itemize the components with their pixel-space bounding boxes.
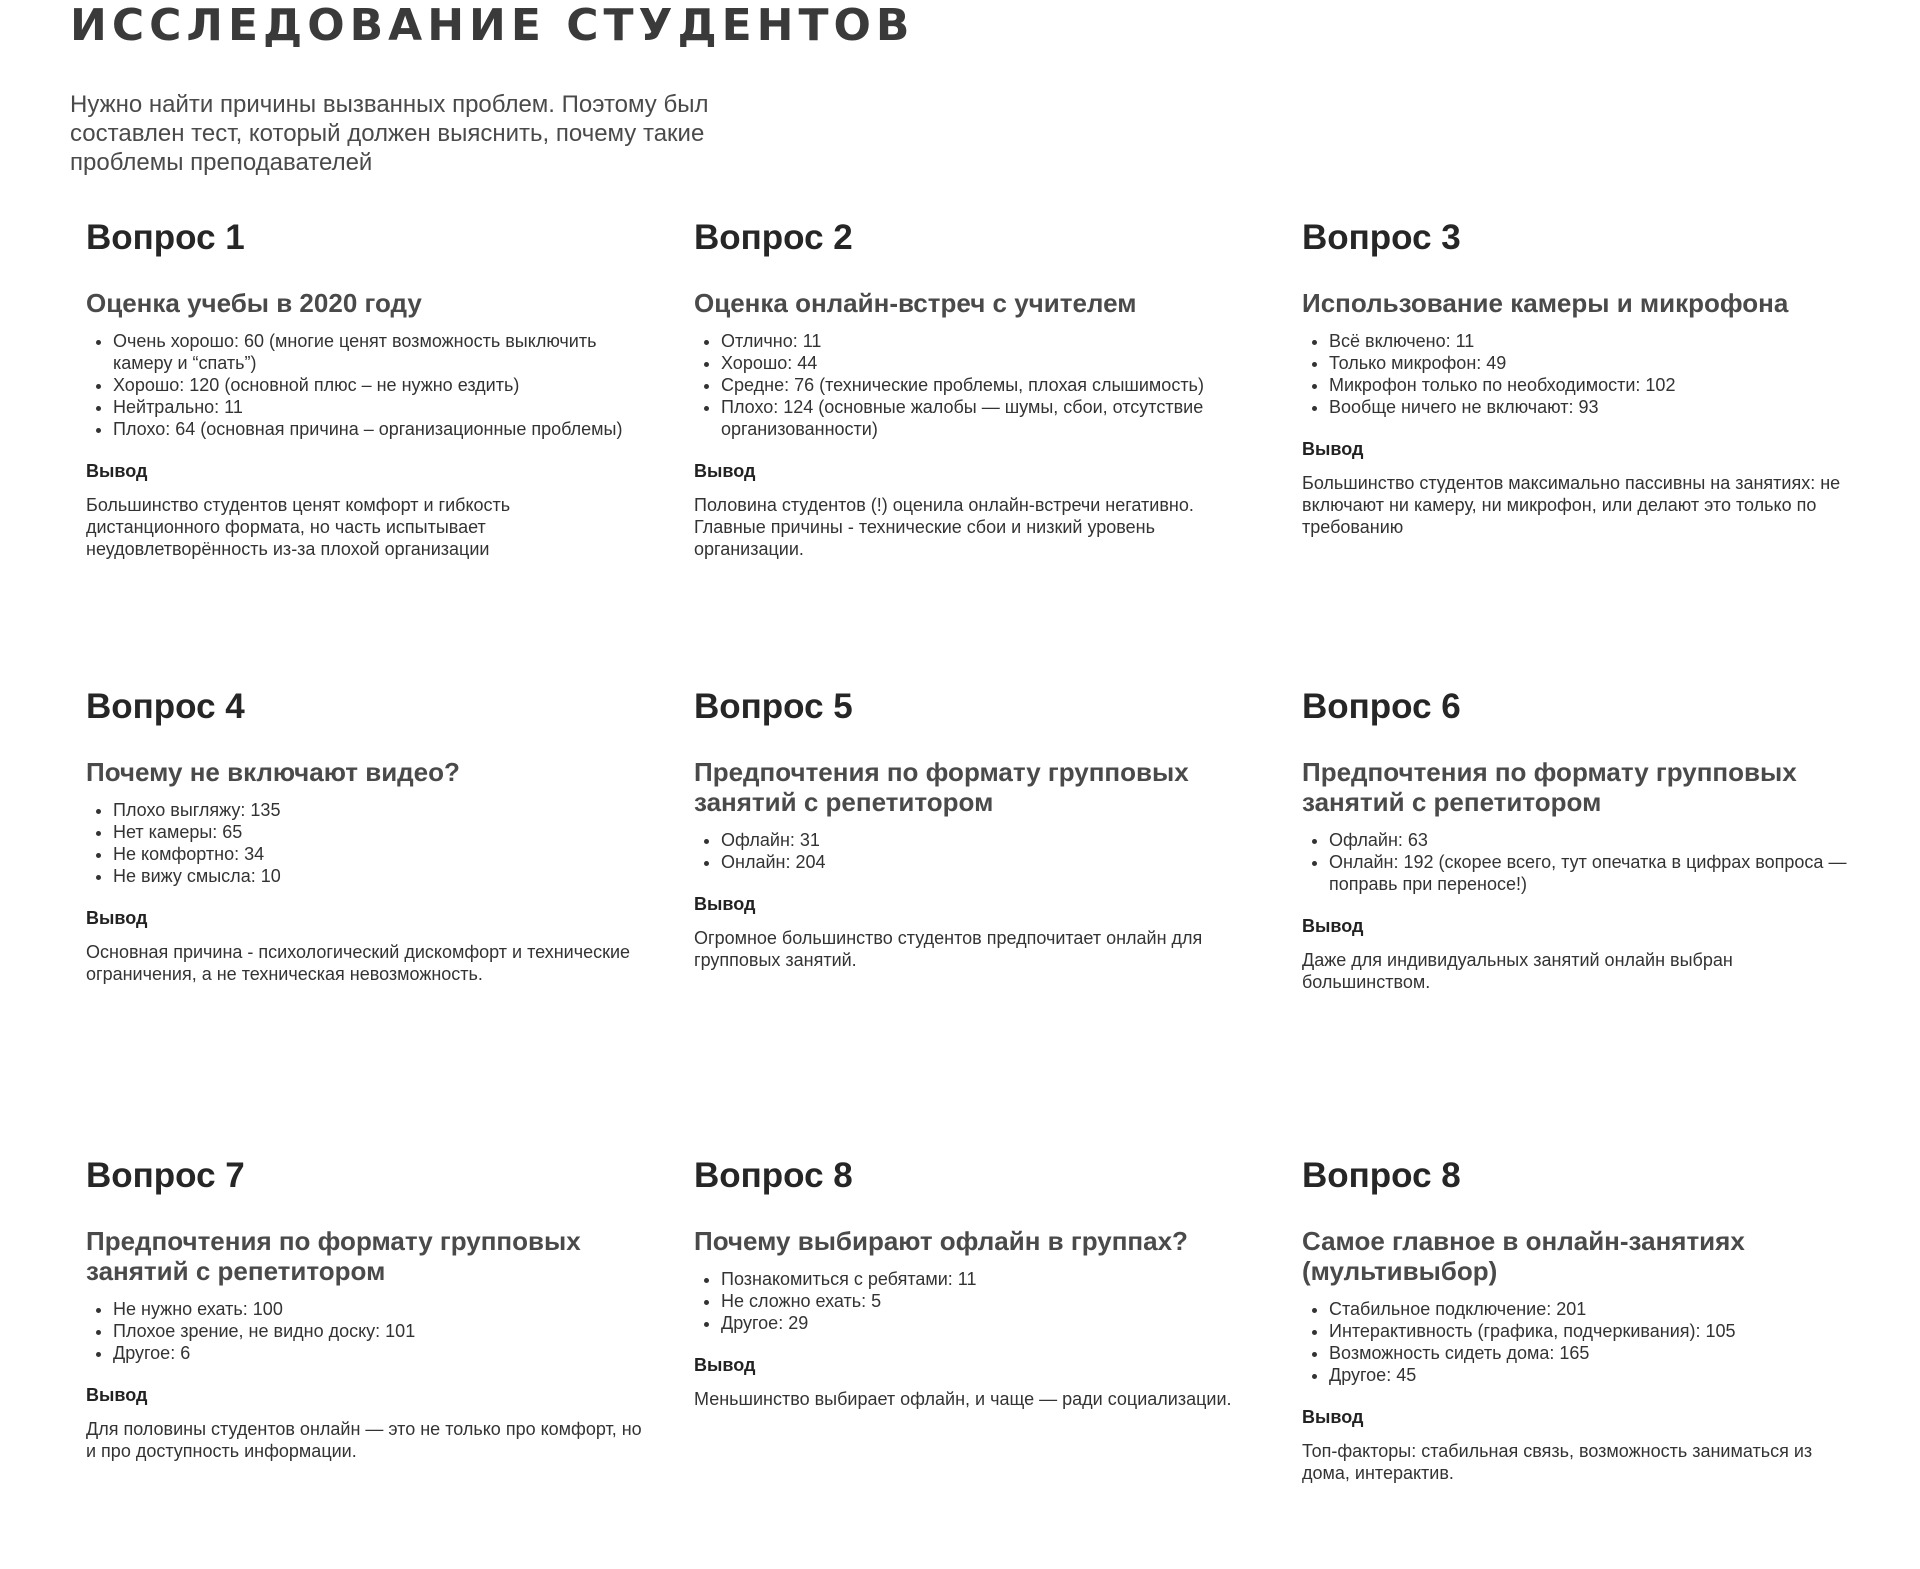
question-subtitle: Предпочтения по формату групповых занятий с репетитором <box>694 757 1189 817</box>
answer-item: • Другое: 45 <box>1329 1364 1862 1386</box>
intro-text: Нужно найти причины вызванных проблем. Поэтому был составлен тест, который должен выяснить, почему такие проблемы преподавателей <box>70 91 709 176</box>
answer-item: • Плохо: 124 (основные жалобы — шумы, сбои, отсутствие организованности) <box>721 396 1254 440</box>
question-block-9 <box>1302 1152 1862 1484</box>
question-block-7 <box>86 1152 646 1462</box>
conclusion-text: Большинство студентов ценят комфорт и гибкость дистанционного формата, но часть испытывает неудовлетворённость из-за плохой организации <box>86 495 511 559</box>
question-subtitle: Почему выбирают офлайн в группах? <box>694 1226 1188 1256</box>
answer-item: • Не вижу смысла: 10 <box>113 865 646 887</box>
answer-item: • Очень хорошо: 60 (многие ценят возможность выключить камеру и “спать”) <box>113 330 646 374</box>
question-subtitle: Предпочтения по формату групповых занятий с репетитором <box>1302 757 1797 817</box>
answer-item: • Познакомиться с ребятами: 11 <box>721 1268 1254 1290</box>
answer-item: • Хорошо: 44 <box>721 352 1254 374</box>
question-title: Вопрос 8 <box>694 1156 853 1195</box>
conclusion-label: Вывод <box>86 461 148 481</box>
conclusion-text: Основная причина - психологический дискомфорт и технические ограничения, а не техническая невозможность. <box>86 942 631 984</box>
conclusion-label: Вывод <box>86 908 148 928</box>
answer-item: • Не комфортно: 34 <box>113 843 646 865</box>
page-title: ИССЛЕДОВАНИЕ СТУДЕНТОВ <box>70 0 915 51</box>
answer-item: • Плохо выгляжу: 135 <box>113 799 646 821</box>
question-title: Вопрос 3 <box>1302 218 1461 257</box>
answer-item: • Другое: 6 <box>113 1342 646 1364</box>
conclusion-text: Топ-факторы: стабильная связь, возможность заниматься из дома, интерактив. <box>1302 1441 1813 1483</box>
question-block-4 <box>86 683 646 985</box>
conclusion-text: Половина студентов (!) оценила онлайн-встречи негативно. Главные причины - технические сбои и низкий уровень организации. <box>694 495 1194 559</box>
question-block-5 <box>694 683 1254 971</box>
conclusion-label: Вывод <box>694 461 756 481</box>
answer-item: • Офлайн: 31 <box>721 829 1254 851</box>
question-block-2 <box>694 214 1254 560</box>
question-title: Вопрос 7 <box>86 1156 245 1195</box>
answer-item: • Нейтрально: 11 <box>113 396 646 418</box>
conclusion-label: Вывод <box>86 1385 148 1405</box>
answer-list <box>86 1298 646 1364</box>
question-title: Вопрос 6 <box>1302 687 1461 726</box>
answer-item: • Онлайн: 204 <box>721 851 1254 873</box>
answer-list <box>694 829 1254 873</box>
conclusion-text: Огромное большинство студентов предпочитает онлайн для групповых занятий. <box>694 928 1203 970</box>
question-subtitle: Использование камеры и микрофона <box>1302 288 1789 318</box>
answer-item: • Только микрофон: 49 <box>1329 352 1862 374</box>
answer-item: • Вообще ничего не включают: 93 <box>1329 396 1862 418</box>
conclusion-text: Даже для индивидуальных занятий онлайн выбран большинством. <box>1302 950 1733 992</box>
answer-list <box>694 330 1254 440</box>
conclusion-label: Вывод <box>694 894 756 914</box>
question-block-6 <box>1302 683 1862 993</box>
answer-list <box>1302 1298 1862 1386</box>
conclusion-label: Вывод <box>1302 1407 1364 1427</box>
answer-item: • Возможность сидеть дома: 165 <box>1329 1342 1862 1364</box>
answer-item: • Хорошо: 120 (основной плюс – не нужно ездить) <box>113 374 646 396</box>
question-title: Вопрос 8 <box>1302 1156 1461 1195</box>
answer-item: • Средне: 76 (технические проблемы, плохая слышимость) <box>721 374 1254 396</box>
answer-item: • Плохо: 64 (основная причина – организационные проблемы) <box>113 418 646 440</box>
answer-item: • Отлично: 11 <box>721 330 1254 352</box>
conclusion-text: Для половины студентов онлайн — это не только про комфорт, но и про доступность информации. <box>86 1419 642 1461</box>
question-title: Вопрос 2 <box>694 218 853 257</box>
question-block-3 <box>1302 214 1862 538</box>
question-block-1 <box>86 214 646 560</box>
answer-item: • Онлайн: 192 (скорее всего, тут опечатка в цифрах вопроса — поправь при переносе!) <box>1329 851 1862 895</box>
answer-list <box>86 330 646 440</box>
answer-item: • Микрофон только по необходимости: 102 <box>1329 374 1862 396</box>
answer-list <box>1302 829 1862 895</box>
question-subtitle: Оценка онлайн-встреч с учителем <box>694 288 1137 318</box>
question-block-8 <box>694 1152 1254 1410</box>
answer-list <box>1302 330 1862 418</box>
question-subtitle: Оценка учебы в 2020 году <box>86 288 422 318</box>
answer-item: • Не нужно ехать: 100 <box>113 1298 646 1320</box>
answer-item: • Офлайн: 63 <box>1329 829 1862 851</box>
answer-item: • Всё включено: 11 <box>1329 330 1862 352</box>
conclusion-label: Вывод <box>694 1355 756 1375</box>
question-title: Вопрос 4 <box>86 687 245 726</box>
question-subtitle: Предпочтения по формату групповых занятий с репетитором <box>86 1226 581 1286</box>
question-title: Вопрос 1 <box>86 218 245 257</box>
question-subtitle: Самое главное в онлайн-занятиях (мультивыбор) <box>1302 1226 1745 1286</box>
answer-item: • Другое: 29 <box>721 1312 1254 1334</box>
answer-item: • Нет камеры: 65 <box>113 821 646 843</box>
answer-item: • Интерактивность (графика, подчеркивания): 105 <box>1329 1320 1862 1342</box>
answer-item: • Стабильное подключение: 201 <box>1329 1298 1862 1320</box>
question-title: Вопрос 5 <box>694 687 853 726</box>
answer-item: • Плохое зрение, не видно доску: 101 <box>113 1320 646 1342</box>
answer-list <box>86 799 646 887</box>
conclusion-label: Вывод <box>1302 916 1364 936</box>
answer-list <box>694 1268 1254 1334</box>
question-subtitle: Почему не включают видео? <box>86 757 460 787</box>
conclusion-label: Вывод <box>1302 439 1364 459</box>
conclusion-text: Большинство студентов максимально пассивны на занятиях: не включают ни камеру, ни микрофон, или делают это только по требованию <box>1302 473 1841 537</box>
conclusion-text: Меньшинство выбирает офлайн, и чаще — ради социализации. <box>694 1389 1232 1409</box>
answer-item: • Не сложно ехать: 5 <box>721 1290 1254 1312</box>
